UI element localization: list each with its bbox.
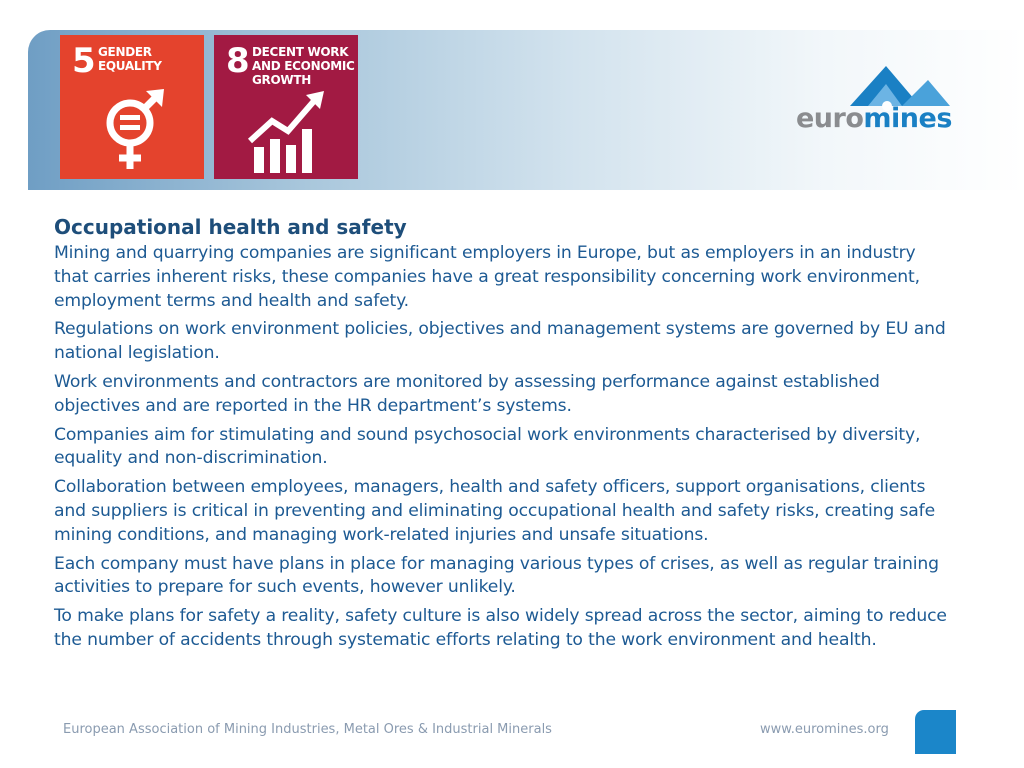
logo-mines-text: mines bbox=[863, 103, 952, 134]
gender-equality-icon bbox=[60, 85, 204, 179]
sdg-5-tile bbox=[60, 35, 204, 179]
page-title: Occupational health and safety bbox=[54, 215, 407, 239]
footer-accent-square bbox=[915, 710, 956, 754]
sdg-8-title: DECENT WORK AND ECONOMIC GROWTH bbox=[252, 45, 355, 87]
paragraph-5: Collaboration between employees, managers, health and safety officers, support organisations, clients and suppliers is critical in preventing and eliminating occupational health and safety risks, creating safe mining conditions, and managing work-related injuries and unsafe situations. bbox=[54, 477, 935, 545]
paragraph-3: Work environments and contractors are monitored by assessing performance against established objectives and are reported in the HR department’s systems. bbox=[54, 371, 880, 416]
euromines-logo bbox=[796, 104, 952, 134]
sdg-8-number: 8 bbox=[226, 41, 250, 81]
main-content bbox=[54, 212, 954, 658]
sdg-8-tile bbox=[214, 35, 358, 179]
paragraph-2: Regulations on work environment policies, objectives and management systems are governed by EU and national legislation. bbox=[54, 319, 946, 364]
sdg-5-number: 5 bbox=[72, 41, 96, 81]
sdg-5-title: GENDER EQUALITY bbox=[98, 45, 162, 73]
paragraph-6: Each company must have plans in place for managing various types of crises, as well as regular training activities to prepare for such events, however unlikely. bbox=[54, 553, 939, 598]
footer-website-link[interactable]: www.euromines.org bbox=[760, 722, 889, 737]
logo-euro-text: euro bbox=[796, 103, 864, 134]
growth-chart-icon bbox=[214, 85, 358, 179]
footer-organisation: European Association of Mining Industries, Metal Ores & Industrial Minerals bbox=[63, 722, 552, 737]
paragraph-4: Companies aim for stimulating and sound psychosocial work environments characterised by diversity, equality and non-discrimination. bbox=[54, 424, 921, 469]
paragraph-7: To make plans for safety a reality, safety culture is also widely spread across the sector, aiming to reduce the number of accidents through systematic efforts relating to the work environment and health. bbox=[54, 606, 947, 650]
paragraph-1: Mining and quarrying companies are significant employers in Europe, but as employers in an industry that carries inherent risks, these companies have a great responsibility concerning work environment, employment terms and health and safety. bbox=[54, 243, 920, 311]
